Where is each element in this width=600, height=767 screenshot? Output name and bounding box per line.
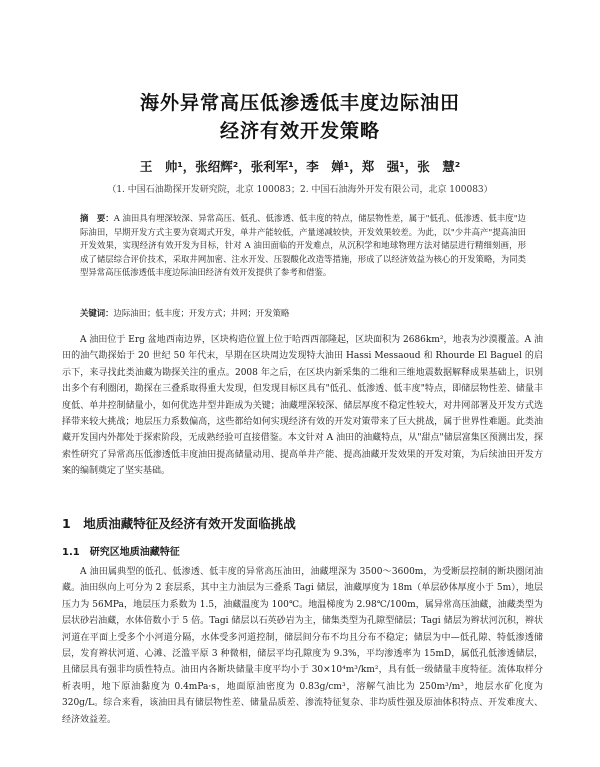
keywords-text: 边际油田；低丰度；开发方式；井网；开发策略: [113, 308, 290, 318]
paper-title-line-1: 海外异常高压低渗透低丰度边际油田: [139, 92, 460, 114]
keywords-label: 关键词：: [80, 308, 114, 318]
subsection-heading: 1.1 研究区地质油藏特征: [62, 547, 180, 558]
keywords: [80, 307, 526, 320]
abstract-text: A 油田具有埋深较深、异常高压、低孔、低渗透、低丰度的特点，储层物性差，属于"低孔、低渗透、低丰度"边际油田，早期开发方式主要为衰竭式开发，单井产能较低，产量递减较快，开发效果较差。为此，以"少井高产"提高油田开发效果，实现经济有效开发为目标，针对 A 油田面临的开发难点，从沉积学和地球物理方法对储层进行精细刻画，形成了储层综合评价技术，采取井网加密、注水开发、压裂酸化改造等措施，形成了以经济效益为核心的开发策略，为同类型异常高压低渗透低丰度边际油田经济有效开发提供了参考和借鉴。: [80, 213, 526, 278]
abstract: [80, 212, 526, 280]
abstract-label: 摘 要：: [80, 213, 114, 223]
section-heading: 1 地质油藏特征及经济有效开发面临挑战: [62, 516, 296, 531]
author-list: 王 帅¹，张绍辉²，张利军¹，李 婵¹，郑 强¹，张 慧²: [139, 159, 461, 174]
section-paragraph: A 油田属典型的低孔、低渗透、低丰度的异常高压油田，油藏埋深为 3500～3600m，为受断层控制的断块圈闭油藏。油田纵向上可分为 2 套层系，其中主力油层为三叠系 Tagi 储层，油藏厚度为 18m（单层砂体厚度小于 5m），地层压力为 56MPa，地层压力系数为 1.5，油藏温度为 100℃。地温梯度为 2.98℃/100m，属异常高压油藏，油藏类型为层状砂岩油藏，水体倍数小于 5 倍。Tagi 储层以石英砂岩为主，储集类型为孔隙型储层；Tagi 储层为辫状河沉积，辫状河道在平面上受多个小河道分隔，水体受多河道控制，储层间分布不均且分布不稳定；储层为中—低孔隙、特低渗透储层，发育辫状河道、心滩、泛滥平原 3 种微相，储层平均孔隙度为 9.3%，平均渗透率为 15mD，属低孔低渗透储层，且储层具有强非均质性特点。油田内各断块储量丰度平均小于 30×10⁴m³/km²，具有低一级储量丰度特征。流体取样分析表明，地下原油黏度为 0.4mPa·s，地面原油密度为 0.83g/cm³，溶解气油比为 250m³/m³，地层水矿化度为 320g/L。综合来看，该油田具有储层物性差、储量品质差、渗流特征复杂、非均质性强及原油体积特点、开发难度大、经济效益差。: [62, 567, 543, 725]
author-affiliation: （1. 中国石油勘探开发研究院，北京 100083；2. 中国石油海外开发有限公司，北京 100083）: [107, 185, 493, 195]
paper-title-line-2: 经济有效开发策略: [219, 120, 380, 142]
intro-paragraph: A 油田位于 Erg 盆地西南边界，区块构造位置上位于哈西西部隆起，区块面积为 2686km²，地表为沙漠覆盖。A 油田的油气勘探始于 20 世纪 50 年代末，早期在区块周边发现特大油田 Hassi Messaoud 和 Rhourde El Baguel 的启示下，来寻找此类油藏为勘探关注的重点。2008 年之后，在区块内新采集的二维和三维地震数据解释成果基础上，识别出多个有利圈闭，勘探在三叠系取得重大发现，但发现目标区具有"低孔、低渗透、低丰度"特点，即储层物性差、储量丰度低、单井控制储量小，如何优选井型井距成为关键；油藏埋深较深、储层厚度不稳定性较大，对井网部署及开发方式选择带来较大挑战；地层压力系数偏高，这些都给如何实现经济有效的开发对策带来了巨大挑战，属于世界性难题。此类油藏开发国内外都处于探索阶段，无成熟经验可直接借鉴。本文针对 A 油田的油藏特点，从"甜点"储层富集区预测出发，探索性研究了异常高压低渗透低丰度油田提高储量动用、提高单井产能、提高油藏开发效果的开发对策，为后续油田开发方案的编制奠定了坚实基础。: [62, 335, 543, 477]
